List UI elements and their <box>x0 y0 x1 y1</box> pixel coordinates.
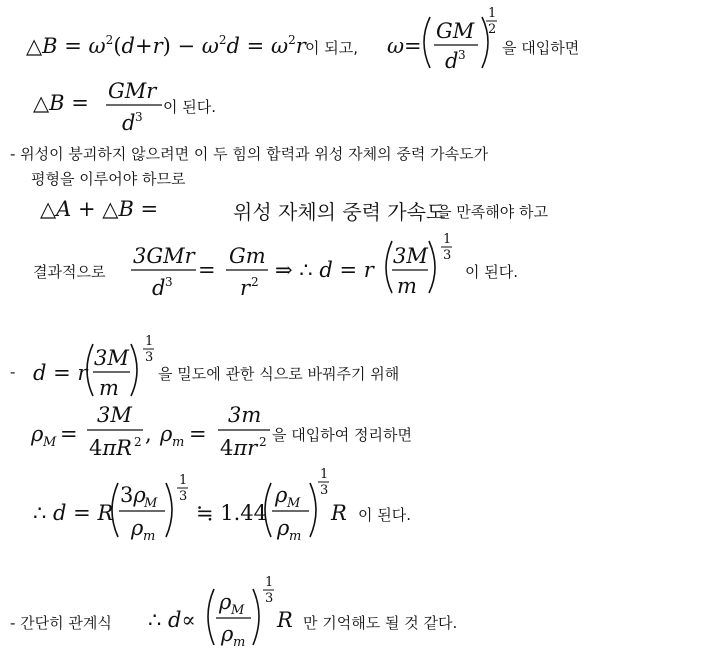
l6-text: 결과적으로 <box>33 263 106 281</box>
l7-dash: - <box>10 363 16 381</box>
svg-text:4πr: 4πr <box>220 436 258 460</box>
svg-text:≒ 1.44: ≒ 1.44 <box>196 501 268 525</box>
svg-text:2: 2 <box>488 22 497 37</box>
svg-text:△B = ω2(d+r) − ω2d = ω2r: △B = $\omega^2(d+r) - \omega^2d = \omega^2r$ <box>26 33 306 58</box>
svg-text:ρ: ρ <box>221 622 234 646</box>
l2-text: 이 된다. <box>163 98 217 116</box>
svg-text:∴ d = R: ∴ d = R <box>33 501 114 525</box>
svg-text:GMr: GMr <box>108 79 157 103</box>
svg-text:3GMr: 3GMr <box>133 244 195 268</box>
svg-text:=: = <box>60 422 78 446</box>
svg-text:4πR: 4πR <box>89 436 132 460</box>
svg-text:1: 1 <box>145 334 154 349</box>
svg-text:1: 1 <box>265 575 274 590</box>
l5-text: 을 만족해야 하고 <box>437 203 548 221</box>
svg-text:3m: 3m <box>228 403 262 427</box>
svg-text:△A + △B =: △A + △B = <box>40 197 159 221</box>
svg-text:ρ: ρ <box>275 483 288 507</box>
svg-text:m: m <box>99 376 119 400</box>
svg-text:1: 1 <box>179 473 188 488</box>
l5-math-text: 위성 자체의 중력 가속도 <box>233 200 446 224</box>
l7-text: 을 밀도에 관한 식으로 바꿔주기 위해 <box>158 365 400 383</box>
svg-text:1: 1 <box>488 6 497 21</box>
svg-text:3: 3 <box>458 48 466 62</box>
svg-text:3: 3 <box>320 483 329 498</box>
l10-text2: 만 기억해도 될 것 같다. <box>303 614 458 632</box>
svg-text:=: = <box>198 258 216 282</box>
l1-text2: 을 대입하면 <box>502 39 580 57</box>
svg-text:m: m <box>289 529 302 544</box>
svg-text:2: 2 <box>259 435 267 449</box>
svg-text:2: 2 <box>251 275 259 289</box>
svg-text:,: , <box>145 422 152 446</box>
svg-text:3M: 3M <box>94 346 129 370</box>
svg-text:d: d <box>152 276 166 300</box>
svg-text:3: 3 <box>179 489 188 504</box>
svg-text:ρ: ρ <box>31 422 44 446</box>
svg-text:GM: GM <box>436 19 475 43</box>
svg-text:∴ d∝: ∴ d∝ <box>148 608 196 632</box>
svg-text:ω: ω <box>387 34 405 58</box>
svg-text:ρ: ρ <box>277 516 290 540</box>
svg-text:m: m <box>143 529 156 544</box>
svg-text:m: m <box>172 435 185 450</box>
svg-text:3M: 3M <box>393 244 428 268</box>
svg-text:R: R <box>331 501 347 525</box>
l9-text: 이 된다. <box>358 506 412 524</box>
svg-text:d = r: d = r <box>33 361 88 385</box>
svg-text:Gm: Gm <box>229 244 266 268</box>
svg-text:3: 3 <box>443 248 452 263</box>
l8-text: 을 대입하여 정리하면 <box>272 426 412 444</box>
svg-text:3M: 3M <box>97 403 132 427</box>
svg-text:M: M <box>43 435 57 450</box>
svg-text:R: R <box>277 608 293 632</box>
l6-text2: 이 된다. <box>465 263 519 281</box>
svg-text:⇒ ∴ d = r: ⇒ ∴ d = r <box>275 258 374 282</box>
svg-text:3: 3 <box>265 591 274 606</box>
svg-text:r: r <box>240 276 251 300</box>
svg-text:M: M <box>231 603 245 618</box>
svg-text:M: M <box>144 496 158 511</box>
svg-text:ρ: ρ <box>219 590 232 614</box>
svg-text:3: 3 <box>145 350 154 365</box>
svg-text:3ρ: 3ρ <box>120 483 146 507</box>
svg-text:3: 3 <box>165 275 173 289</box>
svg-text:m: m <box>397 274 417 298</box>
l3-text: - 위성이 붕괴하지 않으려면 이 두 힘의 합력과 위성 자체의 중력 가속도가 <box>10 145 489 163</box>
svg-text:2: 2 <box>134 435 142 449</box>
svg-text:1: 1 <box>443 232 452 247</box>
svg-text:d: d <box>445 49 459 73</box>
svg-text:m: m <box>233 635 246 650</box>
svg-text:=: = <box>404 34 422 58</box>
svg-text:d: d <box>122 111 136 135</box>
svg-text:M: M <box>287 496 301 511</box>
svg-text:=: = <box>189 422 207 446</box>
svg-text:△B =: △B = <box>33 91 89 115</box>
svg-text:1: 1 <box>320 467 329 482</box>
l10-text: - 간단히 관계식 <box>10 614 112 632</box>
svg-text:3: 3 <box>135 110 143 124</box>
svg-text:ρ: ρ <box>160 422 173 446</box>
l1-text: 이 되고, <box>305 39 359 57</box>
svg-text:ρ: ρ <box>131 516 144 540</box>
l4-text: 평형을 이루어야 하므로 <box>31 170 186 188</box>
